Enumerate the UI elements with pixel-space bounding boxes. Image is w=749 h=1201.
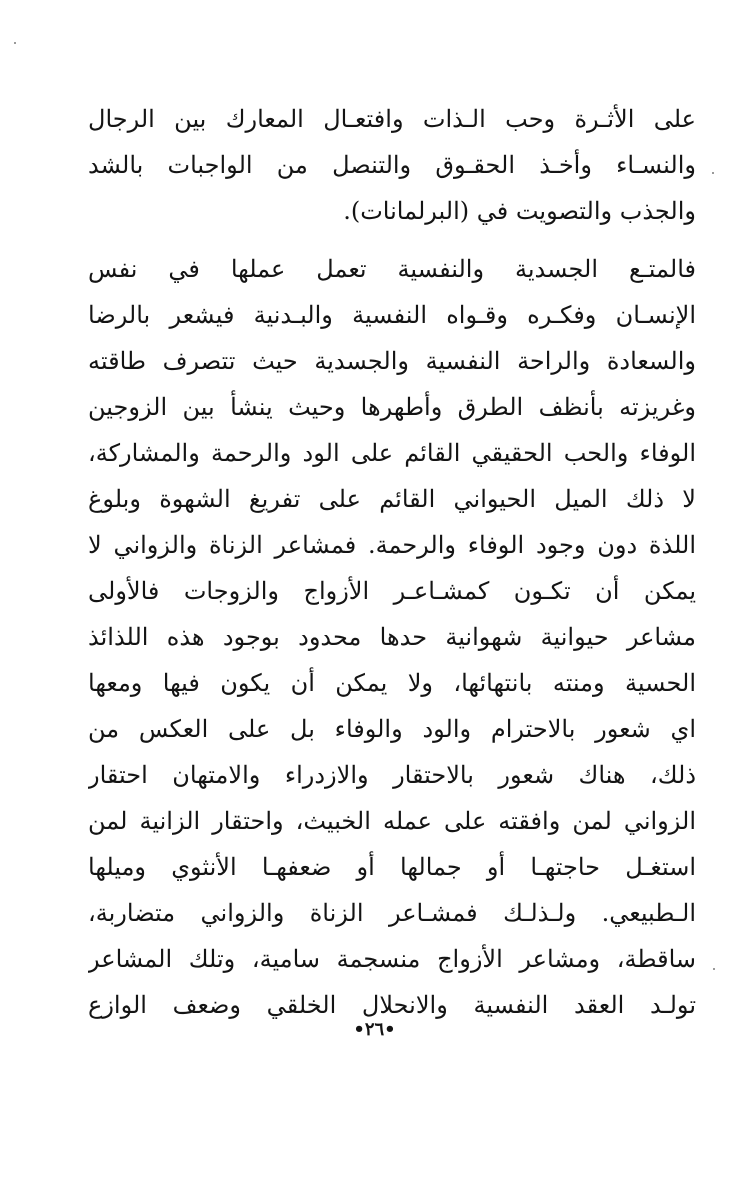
text-line: يمكن أن تكـون كمشـاعـر الأزواج والزوجات فالأولى: [88, 577, 696, 605]
text-line: الزواني لمن وافقته على عمله الخبيث، واحتقار الزانية لمن: [88, 807, 696, 835]
text-line: الإنسـان وفكـره وقـواه النفسية والبـدنية فيشعر بالرضا: [88, 301, 696, 329]
text-line: والجذب والتصويت في (البرلمانات).: [343, 197, 696, 225]
text-line: ساقطة، ومشاعر الأزواج منسجمة سامية، وتلك المشاعر: [88, 945, 696, 973]
text-line: لا ذلك الميل الحيواني القائم على تفريغ الشهوة وبلوغ: [88, 485, 696, 513]
text-line: استغـل حاجتهـا أو جمالها أو ضعفهـا الأنثوي وميلها: [88, 853, 696, 881]
text-line: الحسية ومنته بانتهائها، ولا يمكن أن يكون فيها ومعها: [88, 669, 696, 697]
scan-speck: [14, 42, 16, 44]
text-line: تولـد العقد النفسية والانحلال الخلقي وضعف الوازع: [88, 991, 696, 1019]
text-line: اللذة دون وجود الوفاء والرحمة. فمشاعر الزناة والزواني لا: [88, 531, 696, 559]
text-line: والسعادة والراحة النفسية والجسدية حيث تتصرف طاقته: [88, 347, 696, 375]
paragraph-continuation: [88, 96, 696, 234]
text-line: اي شعور بالاحترام والود والوفاء بل على العكس من: [88, 715, 696, 743]
text-line: على الأثـرة وحب الـذات وافتعـال المعارك بين الرجال: [88, 105, 696, 133]
scan-speck: [712, 172, 714, 174]
text-line: وغريزته بأنظف الطرق وأطهرها وحيث ينشأ بين الزوجين: [88, 393, 696, 421]
text-line: فالمتـع الجسدية والنفسية تعمل عملها في نفس: [88, 255, 696, 283]
text-line: الوفاء والحب الحقيقي القائم على الود والرحمة والمشاركة،: [88, 439, 696, 467]
page-number: •٢٦•: [353, 1019, 396, 1040]
text-line: مشاعر حيوانية شهوانية حدها محدود بوجود هذه اللذائذ: [88, 623, 696, 651]
text-line: الـطبيعي. ولـذلـك فمشـاعر الزناة والزواني متضاربة،: [88, 899, 696, 927]
paragraph-main: [88, 246, 696, 1028]
scan-speck: [713, 968, 715, 970]
text-line: ذلك، هناك شعور بالاحتقار والازدراء والامتهان احتقار: [88, 761, 696, 789]
text-line: والنسـاء وأخـذ الحقـوق والتنصل من الواجبات بالشد: [88, 151, 696, 179]
